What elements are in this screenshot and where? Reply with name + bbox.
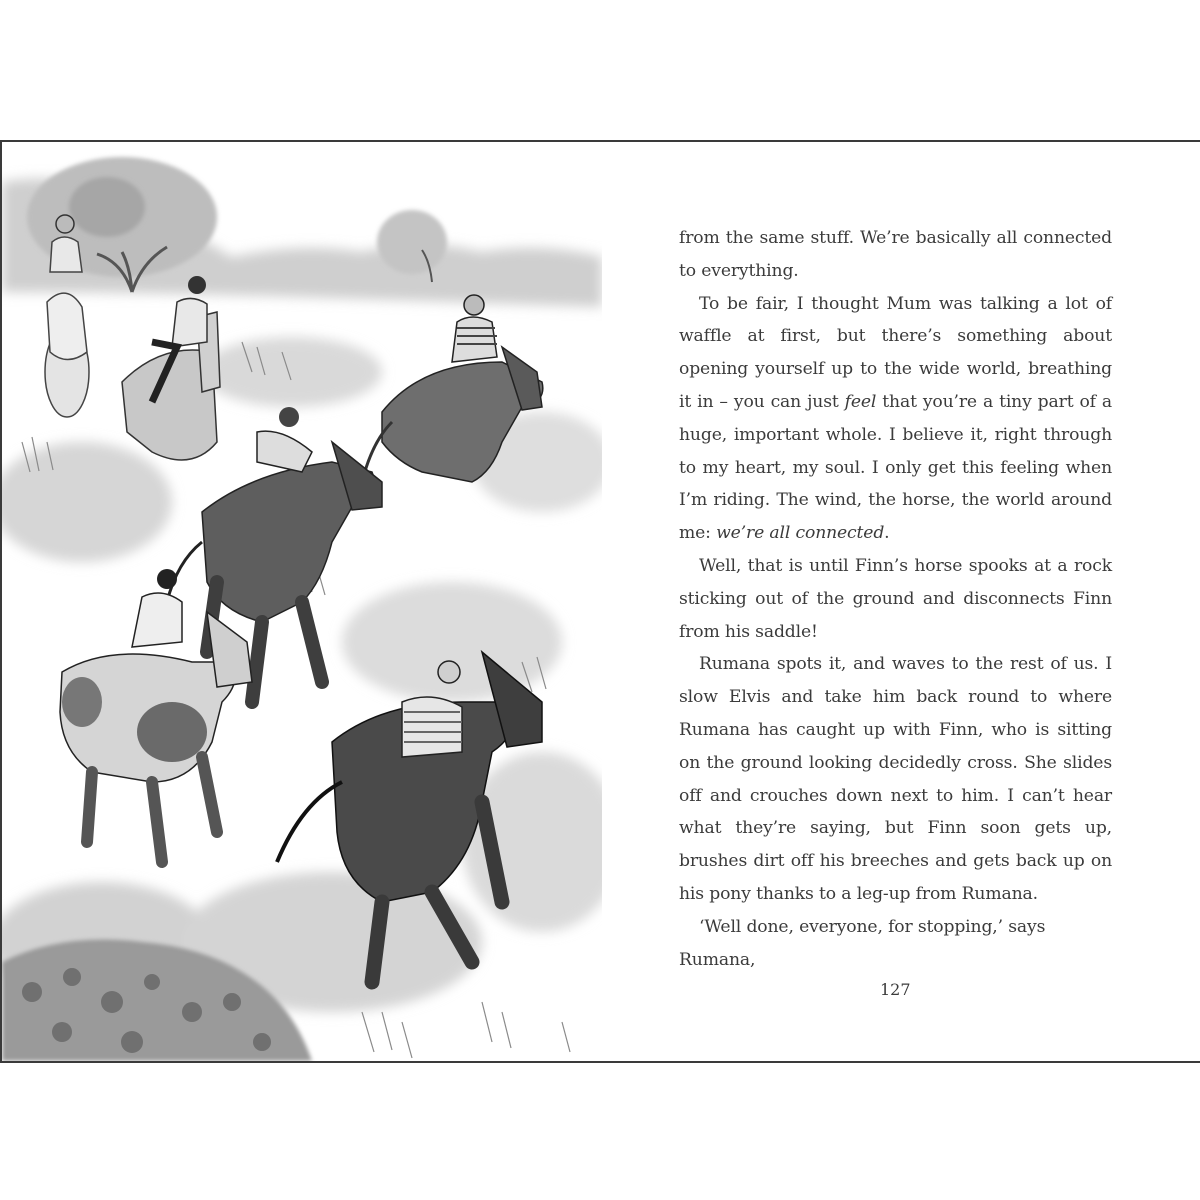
- book-spread: [0, 140, 1200, 1063]
- italic-emphasis: feel: [844, 391, 877, 412]
- italic-emphasis: we’re all connected: [716, 523, 885, 544]
- text-column: [679, 222, 1112, 976]
- paragraph: Well, that is until Finn’s horse spooks at a rock sticking out of the ground and disconnects Finn from his saddle!: [679, 555, 1112, 642]
- paragraph: ‘Well done, everyone, for stopping,’ says Rumana,: [679, 916, 1046, 970]
- page-number: 127: [880, 980, 911, 999]
- paragraph: from the same stuff. We’re basically all connected to everything.: [679, 228, 1112, 281]
- riders-illustration: [2, 142, 602, 1061]
- paragraph: Rumana spots it, and waves to the rest of us. I slow Elvis and take him back round to where Rumana has caught up with Finn, who is sitting on the ground looking decidedly cross. She slides off and crouches down next to him. I can’t hear what they’re saying, but Finn soon gets up, brushes dirt off his breeches and gets back up on his pony thanks to a leg-up from Rumana.: [679, 654, 1112, 904]
- paragraph: To be fair, I thought Mum was talking a lot of waffle at first, but there’s something about opening yourself up to the wide world, breathing it in – you can just feel that you’re a tiny part of a huge, important whole. I believe it, right through to my heart, my soul. I only get this feeling when I’m riding. The wind, the horse, the world around me: we’re all connected.: [679, 293, 1112, 544]
